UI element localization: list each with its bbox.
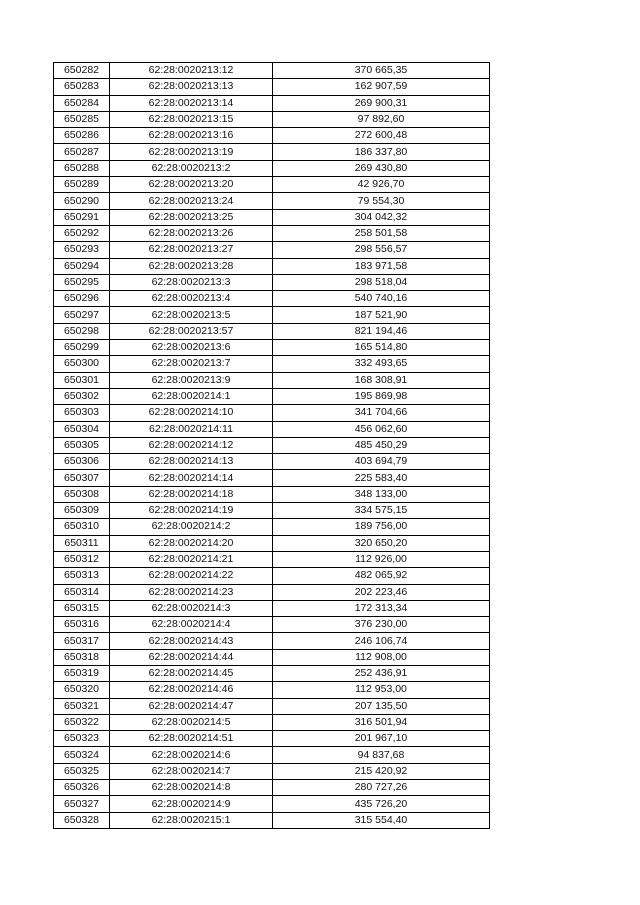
table-row [54, 486, 490, 502]
table-row [54, 747, 490, 763]
cadastral-number-cell: 62:28:0020214:19 [110, 503, 273, 519]
cadastral-number-cell: 62:28:0020214:51 [110, 731, 273, 747]
cadastral-number-cell: 62:28:0020213:26 [110, 225, 273, 241]
row-number-cell: 650286 [54, 128, 110, 144]
value-cell: 112 908,00 [273, 649, 490, 665]
table-row [54, 633, 490, 649]
value-cell: 94 837,68 [273, 747, 490, 763]
value-cell: 485 450,29 [273, 437, 490, 453]
table-row [54, 421, 490, 437]
cadastral-number-cell: 62:28:0020214:2 [110, 519, 273, 535]
cadastral-number-cell: 62:28:0020213:12 [110, 63, 273, 79]
table-row [54, 519, 490, 535]
row-number-cell: 650292 [54, 225, 110, 241]
row-number-cell: 650324 [54, 747, 110, 763]
cadastral-number-cell: 62:28:0020215:1 [110, 812, 273, 828]
cadastral-number-cell: 62:28:0020214:20 [110, 535, 273, 551]
value-cell: 186 337,80 [273, 144, 490, 160]
value-cell: 172 313,34 [273, 600, 490, 616]
table-row [54, 258, 490, 274]
value-cell: 97 892,60 [273, 111, 490, 127]
row-number-cell: 650282 [54, 63, 110, 79]
cadastral-number-cell: 62:28:0020214:45 [110, 665, 273, 681]
row-number-cell: 650295 [54, 274, 110, 290]
value-cell: 315 554,40 [273, 812, 490, 828]
row-number-cell: 650284 [54, 95, 110, 111]
value-cell: 403 694,79 [273, 454, 490, 470]
value-cell: 112 926,00 [273, 551, 490, 567]
row-number-cell: 650299 [54, 340, 110, 356]
row-number-cell: 650290 [54, 193, 110, 209]
row-number-cell: 650300 [54, 356, 110, 372]
cadastral-number-cell: 62:28:0020213:4 [110, 291, 273, 307]
cadastral-number-cell: 62:28:0020214:43 [110, 633, 273, 649]
row-number-cell: 650316 [54, 617, 110, 633]
row-number-cell: 650297 [54, 307, 110, 323]
cadastral-number-cell: 62:28:0020214:3 [110, 600, 273, 616]
table-row [54, 698, 490, 714]
cadastral-number-cell: 62:28:0020213:20 [110, 177, 273, 193]
table-row [54, 307, 490, 323]
value-cell: 252 436,91 [273, 665, 490, 681]
cadastral-number-cell: 62:28:0020213:27 [110, 242, 273, 258]
value-cell: 42 926,70 [273, 177, 490, 193]
row-number-cell: 650327 [54, 796, 110, 812]
row-number-cell: 650309 [54, 503, 110, 519]
row-number-cell: 650283 [54, 79, 110, 95]
table-row [54, 503, 490, 519]
row-number-cell: 650305 [54, 437, 110, 453]
value-cell: 187 521,90 [273, 307, 490, 323]
value-cell: 189 756,00 [273, 519, 490, 535]
row-number-cell: 650313 [54, 568, 110, 584]
cadastral-number-cell: 62:28:0020214:14 [110, 470, 273, 486]
cadastral-number-cell: 62:28:0020214:4 [110, 617, 273, 633]
cadastral-number-cell: 62:28:0020214:7 [110, 763, 273, 779]
row-number-cell: 650314 [54, 584, 110, 600]
row-number-cell: 650306 [54, 454, 110, 470]
row-number-cell: 650317 [54, 633, 110, 649]
row-number-cell: 650310 [54, 519, 110, 535]
value-cell: 112 953,00 [273, 682, 490, 698]
value-cell: 370 665,35 [273, 63, 490, 79]
row-number-cell: 650322 [54, 714, 110, 730]
cadastral-number-cell: 62:28:0020213:25 [110, 209, 273, 225]
table-row [54, 388, 490, 404]
cadastral-number-cell: 62:28:0020214:21 [110, 551, 273, 567]
cadastral-value-table [53, 62, 490, 829]
row-number-cell: 650315 [54, 600, 110, 616]
value-cell: 269 900,31 [273, 95, 490, 111]
row-number-cell: 650291 [54, 209, 110, 225]
value-cell: 298 556,57 [273, 242, 490, 258]
table-row [54, 291, 490, 307]
row-number-cell: 650296 [54, 291, 110, 307]
value-cell: 183 971,58 [273, 258, 490, 274]
table-row [54, 568, 490, 584]
row-number-cell: 650321 [54, 698, 110, 714]
value-cell: 272 600,48 [273, 128, 490, 144]
value-cell: 246 106,74 [273, 633, 490, 649]
cadastral-number-cell: 62:28:0020213:28 [110, 258, 273, 274]
table-row [54, 682, 490, 698]
table-row [54, 454, 490, 470]
table-row [54, 128, 490, 144]
cadastral-number-cell: 62:28:0020214:44 [110, 649, 273, 665]
row-number-cell: 650318 [54, 649, 110, 665]
row-number-cell: 650307 [54, 470, 110, 486]
row-number-cell: 650304 [54, 421, 110, 437]
table-row [54, 763, 490, 779]
row-number-cell: 650320 [54, 682, 110, 698]
cadastral-number-cell: 62:28:0020213:57 [110, 323, 273, 339]
table-row [54, 225, 490, 241]
value-cell: 258 501,58 [273, 225, 490, 241]
table-row [54, 665, 490, 681]
table-row [54, 144, 490, 160]
table-row [54, 274, 490, 290]
table-row [54, 63, 490, 79]
table-row [54, 714, 490, 730]
cadastral-number-cell: 62:28:0020214:11 [110, 421, 273, 437]
table-row [54, 551, 490, 567]
cadastral-number-cell: 62:28:0020213:19 [110, 144, 273, 160]
table-row [54, 600, 490, 616]
row-number-cell: 650323 [54, 731, 110, 747]
cadastral-number-cell: 62:28:0020214:1 [110, 388, 273, 404]
row-number-cell: 650326 [54, 780, 110, 796]
value-cell: 320 650,20 [273, 535, 490, 551]
cadastral-number-cell: 62:28:0020213:5 [110, 307, 273, 323]
row-number-cell: 650319 [54, 665, 110, 681]
table-row [54, 177, 490, 193]
table-row [54, 95, 490, 111]
row-number-cell: 650289 [54, 177, 110, 193]
table-row [54, 731, 490, 747]
value-cell: 215 420,92 [273, 763, 490, 779]
value-cell: 456 062,60 [273, 421, 490, 437]
cadastral-number-cell: 62:28:0020214:10 [110, 405, 273, 421]
row-number-cell: 650325 [54, 763, 110, 779]
value-cell: 540 740,16 [273, 291, 490, 307]
cadastral-number-cell: 62:28:0020214:22 [110, 568, 273, 584]
table-row [54, 372, 490, 388]
row-number-cell: 650285 [54, 111, 110, 127]
table-row [54, 193, 490, 209]
value-cell: 376 230,00 [273, 617, 490, 633]
value-cell: 168 308,91 [273, 372, 490, 388]
cadastral-number-cell: 62:28:0020213:13 [110, 79, 273, 95]
value-cell: 280 727,26 [273, 780, 490, 796]
cadastral-number-cell: 62:28:0020213:24 [110, 193, 273, 209]
cadastral-number-cell: 62:28:0020213:2 [110, 160, 273, 176]
value-cell: 482 065,92 [273, 568, 490, 584]
table-row [54, 584, 490, 600]
value-cell: 435 726,20 [273, 796, 490, 812]
row-number-cell: 650302 [54, 388, 110, 404]
table-row [54, 79, 490, 95]
row-number-cell: 650293 [54, 242, 110, 258]
value-cell: 334 575,15 [273, 503, 490, 519]
row-number-cell: 650303 [54, 405, 110, 421]
table-row [54, 780, 490, 796]
value-cell: 225 583,40 [273, 470, 490, 486]
value-cell: 304 042,32 [273, 209, 490, 225]
value-cell: 201 967,10 [273, 731, 490, 747]
table-row [54, 323, 490, 339]
table-row [54, 535, 490, 551]
table-row [54, 470, 490, 486]
value-cell: 162 907,59 [273, 79, 490, 95]
value-cell: 348 133,00 [273, 486, 490, 502]
cadastral-number-cell: 62:28:0020213:6 [110, 340, 273, 356]
table-row [54, 340, 490, 356]
value-cell: 165 514,80 [273, 340, 490, 356]
cadastral-number-cell: 62:28:0020214:5 [110, 714, 273, 730]
table-row [54, 812, 490, 828]
cadastral-number-cell: 62:28:0020214:46 [110, 682, 273, 698]
cadastral-number-cell: 62:28:0020213:16 [110, 128, 273, 144]
row-number-cell: 650298 [54, 323, 110, 339]
value-cell: 269 430,80 [273, 160, 490, 176]
cadastral-number-cell: 62:28:0020213:9 [110, 372, 273, 388]
value-cell: 195 869,98 [273, 388, 490, 404]
row-number-cell: 650287 [54, 144, 110, 160]
table-row [54, 209, 490, 225]
value-cell: 298 518,04 [273, 274, 490, 290]
table-row [54, 160, 490, 176]
table-row [54, 649, 490, 665]
cadastral-number-cell: 62:28:0020213:3 [110, 274, 273, 290]
table-row [54, 437, 490, 453]
table-row [54, 242, 490, 258]
table-row [54, 617, 490, 633]
row-number-cell: 650294 [54, 258, 110, 274]
value-cell: 316 501,94 [273, 714, 490, 730]
value-cell: 821 194,46 [273, 323, 490, 339]
cadastral-number-cell: 62:28:0020214:47 [110, 698, 273, 714]
value-cell: 79 554,30 [273, 193, 490, 209]
table-row [54, 405, 490, 421]
cadastral-number-cell: 62:28:0020214:18 [110, 486, 273, 502]
cadastral-number-cell: 62:28:0020214:12 [110, 437, 273, 453]
cadastral-number-cell: 62:28:0020214:9 [110, 796, 273, 812]
cadastral-number-cell: 62:28:0020213:7 [110, 356, 273, 372]
row-number-cell: 650308 [54, 486, 110, 502]
cadastral-number-cell: 62:28:0020214:8 [110, 780, 273, 796]
value-cell: 207 135,50 [273, 698, 490, 714]
cadastral-number-cell: 62:28:0020214:23 [110, 584, 273, 600]
row-number-cell: 650311 [54, 535, 110, 551]
cadastral-number-cell: 62:28:0020214:6 [110, 747, 273, 763]
value-cell: 332 493,65 [273, 356, 490, 372]
table-body [54, 63, 490, 829]
row-number-cell: 650328 [54, 812, 110, 828]
row-number-cell: 650288 [54, 160, 110, 176]
row-number-cell: 650301 [54, 372, 110, 388]
cadastral-number-cell: 62:28:0020214:13 [110, 454, 273, 470]
table-row [54, 111, 490, 127]
value-cell: 202 223,46 [273, 584, 490, 600]
table-row [54, 356, 490, 372]
cadastral-number-cell: 62:28:0020213:15 [110, 111, 273, 127]
row-number-cell: 650312 [54, 551, 110, 567]
table-row [54, 796, 490, 812]
value-cell: 341 704,66 [273, 405, 490, 421]
cadastral-number-cell: 62:28:0020213:14 [110, 95, 273, 111]
